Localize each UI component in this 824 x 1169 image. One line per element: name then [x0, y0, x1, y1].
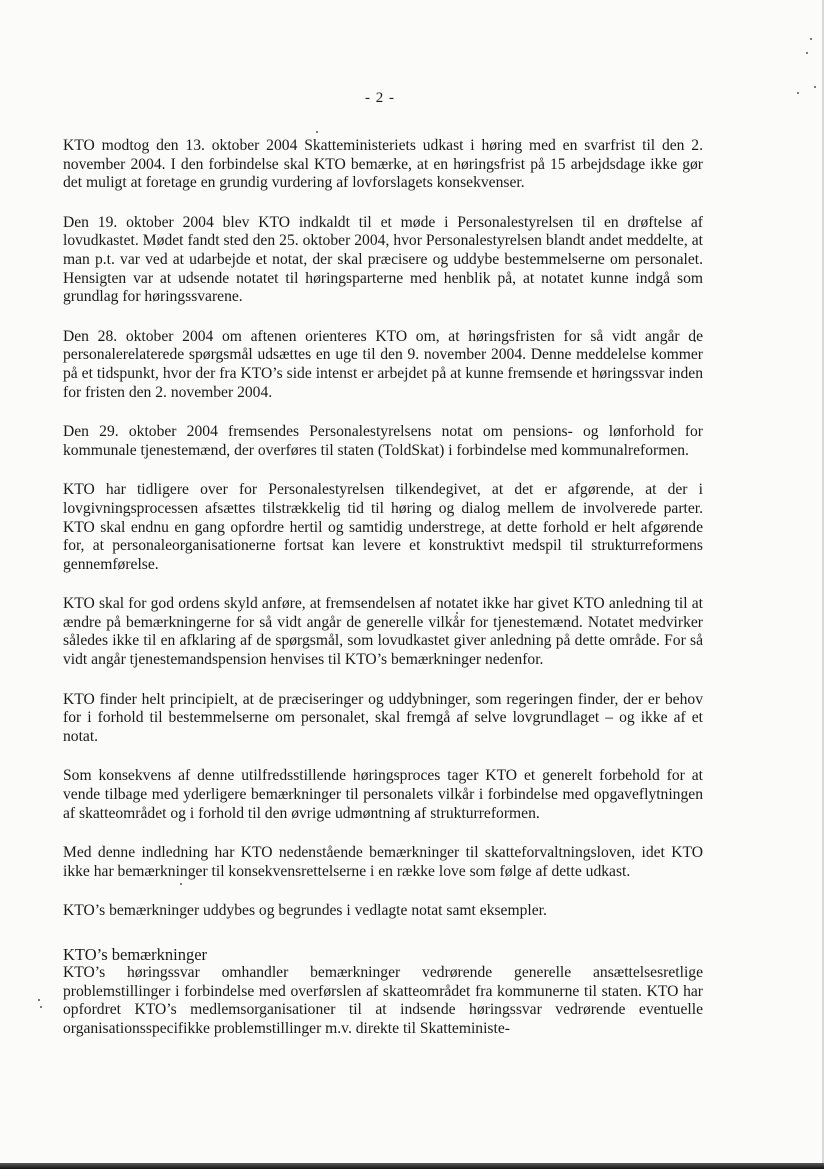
paragraph: KTO finder helt principielt, at de præciseringer og uddybninger, som regeringen finder, der er behov for i forhold til bestemmelserne om personalet, skal fremgå af selve lovgrundlaget – og ikke af et notat.: [63, 690, 703, 745]
paragraph: KTO skal for god ordens skyld anføre, at fremsendelsen af notatet ikke har givet KTO anledning til at ændre på bemærkningerne for så vidt angår de generelle vilkår for tjenestemænd. Notatet medvirker således ikke til en afklaring af de spørgsmål, som lovudkastet giver anledning på dette område. For så vidt angår tjenestemandspension henvises til KTO’s bemærkninger nedenfor.: [63, 595, 703, 669]
scan-speck: [40, 1006, 42, 1008]
paragraph: Den 19. oktober 2004 blev KTO indkaldt til et møde i Personalestyrelsen til en drøftelse af lovudkastet. Mødet fandt sted den 25. oktober 2004, hvor Personalestyrelsen blandt andet meddelte, at man p.t. var ved at udarbejde et notat, der skal præcisere og uddybe bestemmelserne om personalet. Hensigten var at udsende notatet til høringsparterne med henblik på, at notatet kunne indgå som grundlag for høringssvarene.: [63, 213, 703, 306]
scan-speck: [810, 38, 812, 40]
scan-speck: [316, 131, 318, 133]
section-body: KTO’s høringssvar omhandler bemærkninger vedrørende generelle ansættelsesretlige problemstillinger i forbindelse med overførslen af skatteområdet fra kommunerne til staten. KTO har opfordret KTO’s medlemsorganisationer til at indsende høringssvar vedrørende eventuelle organisationsspecifikke problemstillinger m.v. direkte til Skatteministe-: [63, 964, 703, 1037]
scan-speck: [806, 52, 808, 54]
paragraph: KTO har tidligere over for Personalestyrelsen tilkendegivet, at det er afgørende, at der i lovgivningsprocessen afsættes tilstrækkelig tid til høring og dialog mellem de involverede parter. KTO skal endnu en gang opfordre hertil og samtidig understrege, at dette forhold er helt afgørende for, at personaleorganisationerne fortsat kan levere et konstruktivt medspil til strukturreformens gennemførelse.: [63, 481, 703, 573]
paragraph: KTO’s bemærkninger uddybes og begrundes i vedlagte notat samt eksempler.: [63, 902, 547, 920]
paragraph: KTO modtog den 13. oktober 2004 Skatteministeriets udkast i høring med en svarfrist til den 2. november 2004. I den forbindelse skal KTO bemærke, at en høringsfrist på 15 arbejdsdage ikke gør det muligt at foretage en grundig vurdering af lovforslagets konsekvenser.: [63, 137, 703, 192]
paragraph: Den 28. oktober 2004 om aftenen orienteres KTO om, at høringsfristen for så vidt angår de personalerelaterede spørgsmål udsættes en uge til den 9. november 2004. Denne meddelelse kommer på et tidspunkt, hvor der fra KTO’s side intenst er arbejdet på at kunne fremsende et høringssvar inden for fristen den 2. november 2004.: [63, 327, 703, 401]
scan-bottom-edge: [0, 1163, 824, 1169]
document-body: [63, 137, 703, 1038]
scan-speck: [814, 86, 816, 88]
page-number: - 2 -: [365, 90, 395, 106]
scan-speck: [797, 92, 799, 94]
section-heading: KTO’s bemærkninger: [63, 945, 208, 964]
paragraph: Den 29. oktober 2004 fremsendes Personalestyrelsens notat om pensions- og lønforhold for kommunale tjenestemænd, der overføres til staten (ToldSkat) i forbindelse med kommunalreformen.: [63, 423, 703, 459]
paragraph: Med denne indledning har KTO nedenstående bemærkninger til skatteforvaltningsloven, idet KTO ikke har bemærkninger til konsekvensrettelserne i en række love som følge af dette udkast.: [63, 844, 703, 880]
paragraph: Som konsekvens af denne utilfredsstillende høringsproces tager KTO et generelt forbehold for at vende tilbage med yderligere bemærkninger til personalets vilkår i forbindelse med opgaveflytningen af skatteområdet og i forhold til den øvrige udmøntning af strukturreformen.: [63, 767, 703, 822]
scan-speck: [38, 999, 40, 1001]
